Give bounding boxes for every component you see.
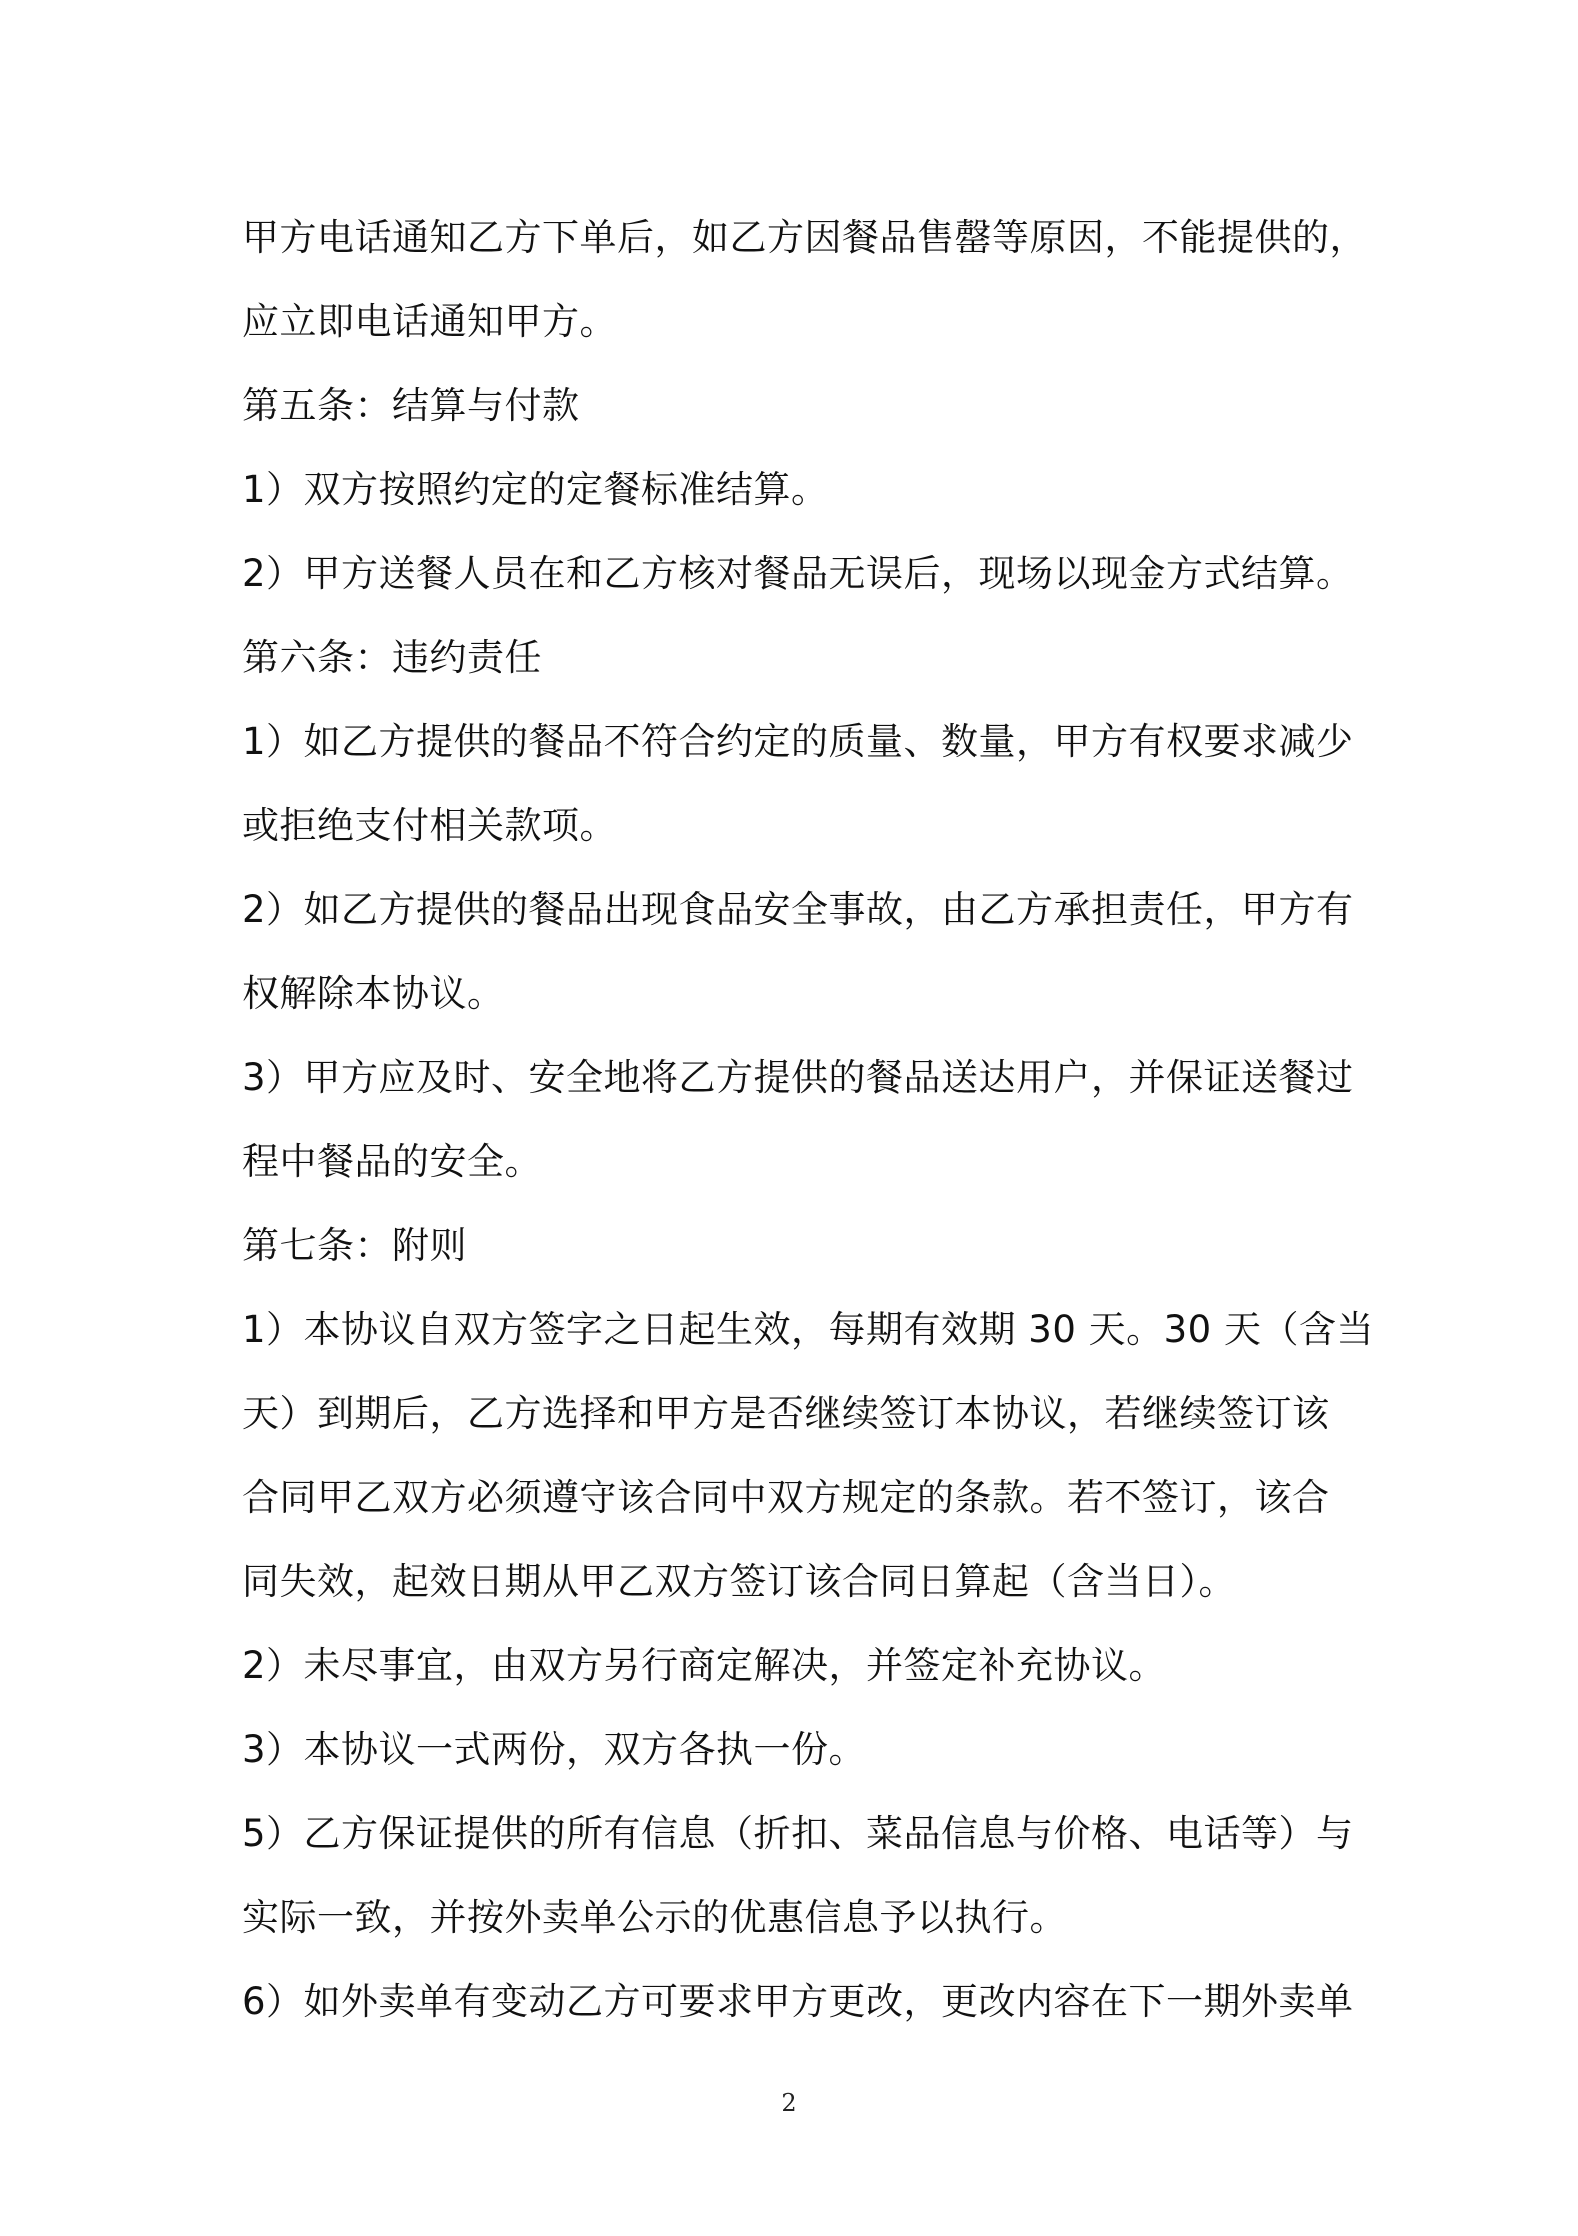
text-line: 同失效，起效日期从甲乙双方签订该合同日算起（含当日）。 bbox=[242, 1560, 1236, 1603]
text-line: 1）本协议自双方签字之日起生效，每期有效期 30 天。30 天（含当 bbox=[242, 1308, 1374, 1351]
text-line: 1）双方按照约定的定餐标准结算。 bbox=[242, 468, 829, 511]
text-line: 实际一致，并按外卖单公示的优惠信息予以执行。 bbox=[242, 1896, 1067, 1939]
document-body bbox=[242, 196, 1374, 2044]
text-line: 程中餐品的安全。 bbox=[242, 1140, 542, 1183]
text-line: 天）到期后，乙方选择和甲方是否继续签订本协议，若继续签订该 bbox=[242, 1392, 1330, 1435]
section-heading: 第六条：违约责任 bbox=[242, 636, 542, 679]
text-line: 或拒绝支付相关款项。 bbox=[242, 804, 617, 847]
text-line: 应立即电话通知甲方。 bbox=[242, 300, 617, 343]
text-line: 权解除本协议。 bbox=[242, 972, 505, 1015]
text-line: 6）如外卖单有变动乙方可要求甲方更改，更改内容在下一期外卖单 bbox=[242, 1980, 1354, 2023]
section-heading: 第五条：结算与付款 bbox=[242, 384, 580, 427]
text-line: 2）未尽事宜，由双方另行商定解决，并签定补充协议。 bbox=[242, 1644, 1167, 1687]
text-line: 2）甲方送餐人员在和乙方核对餐品无误后，现场以现金方式结算。 bbox=[242, 552, 1354, 595]
text-line: 甲方电话通知乙方下单后，如乙方因餐品售罄等原因，不能提供的， bbox=[242, 216, 1367, 259]
text-line: 2）如乙方提供的餐品出现食品安全事故，由乙方承担责任，甲方有 bbox=[242, 888, 1354, 931]
text-line: 5）乙方保证提供的所有信息（折扣、菜品信息与价格、电话等）与 bbox=[242, 1812, 1354, 1855]
text-line: 3）甲方应及时、安全地将乙方提供的餐品送达用户，并保证送餐过 bbox=[242, 1056, 1354, 1099]
page-number: 2 bbox=[781, 2089, 797, 2117]
text-line: 合同甲乙双方必须遵守该合同中双方规定的条款。若不签订，该合 bbox=[242, 1476, 1330, 1519]
section-heading: 第七条：附则 bbox=[242, 1224, 467, 1267]
text-line: 3）本协议一式两份，双方各执一份。 bbox=[242, 1728, 867, 1771]
text-line: 1）如乙方提供的餐品不符合约定的质量、数量，甲方有权要求减少 bbox=[242, 720, 1354, 763]
